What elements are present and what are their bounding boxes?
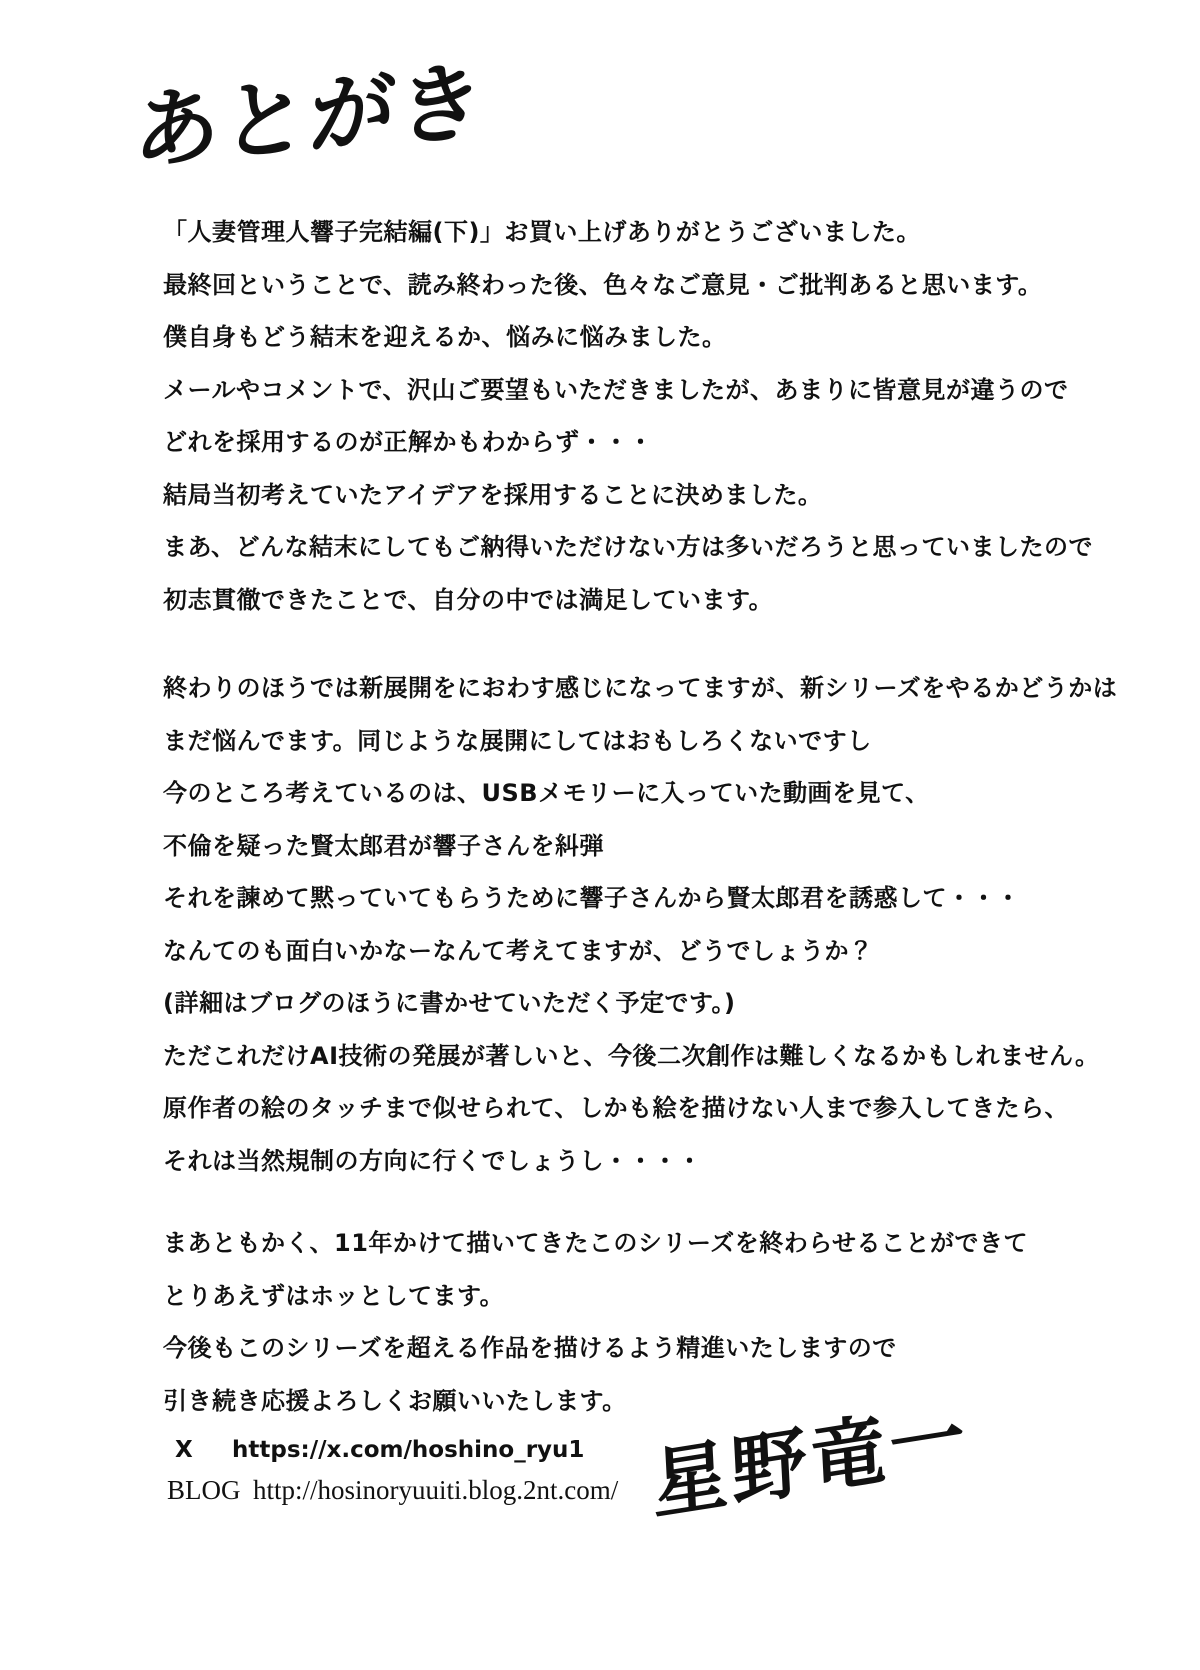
text-line: 今後もこのシリーズを超える作品を描けるよう精進いたしますので	[163, 1334, 897, 1362]
text-line: まあともかく、11年かけて描いてきたこのシリーズを終わらせることができて	[163, 1229, 1028, 1257]
author-signature: 星野竜一	[650, 1390, 971, 1530]
x-label: X	[175, 1437, 193, 1463]
paragraph-1	[163, 206, 1103, 626]
blog-url: http://hosinoryuuiti.blog.2nt.com/	[253, 1475, 619, 1505]
blog-link-row	[167, 1475, 618, 1506]
text-line: なんてのも面白いかなーなんて考えてますが、どうでしょうか？	[163, 936, 874, 965]
text-line: 僕自身もどう結末を迎えるか、悩みに悩みました。	[163, 323, 727, 351]
text-line: とりあえずはホッとしてます。	[163, 1281, 505, 1310]
x-url: https://x.com/hoshino_ryu1	[232, 1437, 585, 1463]
text-line: 最終回ということで、読み終わった後、色々なご意見・ご批判あると思います。	[163, 270, 1043, 299]
text-line: (詳細はブログのほうに書かせていただく予定です。)	[163, 989, 736, 1017]
text-line: どれを採用するのが正解かもわからず・・・	[163, 428, 653, 456]
text-line: 原作者の絵のタッチまで似せられて、しかも絵を描けない人まで参入してきたら、	[163, 1094, 1070, 1122]
paragraph-2	[163, 662, 1118, 1187]
x-link-row	[175, 1437, 584, 1463]
text-line: ただこれだけAI技術の発展が著しいと、今後二次創作は難しくなるかもしれません。	[163, 1041, 1100, 1070]
text-line: まあ、どんな結末にしてもご納得いただけない方は多いだろうと思っていましたので	[163, 533, 1094, 561]
text-line: 今のところ考えているのは、USBメモリーに入っていた動画を見て、	[163, 779, 930, 807]
text-line: 「人妻管理人響子完結編(下)」お買い上げありがとうございました。	[163, 218, 921, 246]
text-line: まだ悩んでます。同じような展開にしてはおもしろくないですし	[163, 726, 872, 755]
text-line: それは当然規制の方向に行くでしょうし・・・・	[163, 1146, 702, 1175]
text-line: それを諫めて黙っていてもらうために響子さんから賢太郎君を誘惑して・・・	[163, 884, 1021, 912]
text-line: 結局当初考えていたアイデアを採用することに決めました。	[163, 480, 823, 509]
text-line: 終わりのほうでは新展開をにおわす感じになってますが、新シリーズをやるかどうかは	[163, 674, 1118, 702]
text-line: メールやコメントで、沢山ご要望もいただきましたが、あまりに皆意見が違うので	[163, 375, 1069, 404]
text-line: 不倫を疑った賢太郎君が響子さんを糾弾	[163, 831, 604, 860]
text-line: 引き続き応援よろしくお願いいたします。	[163, 1386, 627, 1415]
page-title: あとがき	[131, 51, 488, 184]
text-line: 初志貫徹できたことで、自分の中では満足しています。	[163, 585, 774, 614]
blog-label: BLOG	[167, 1475, 241, 1505]
